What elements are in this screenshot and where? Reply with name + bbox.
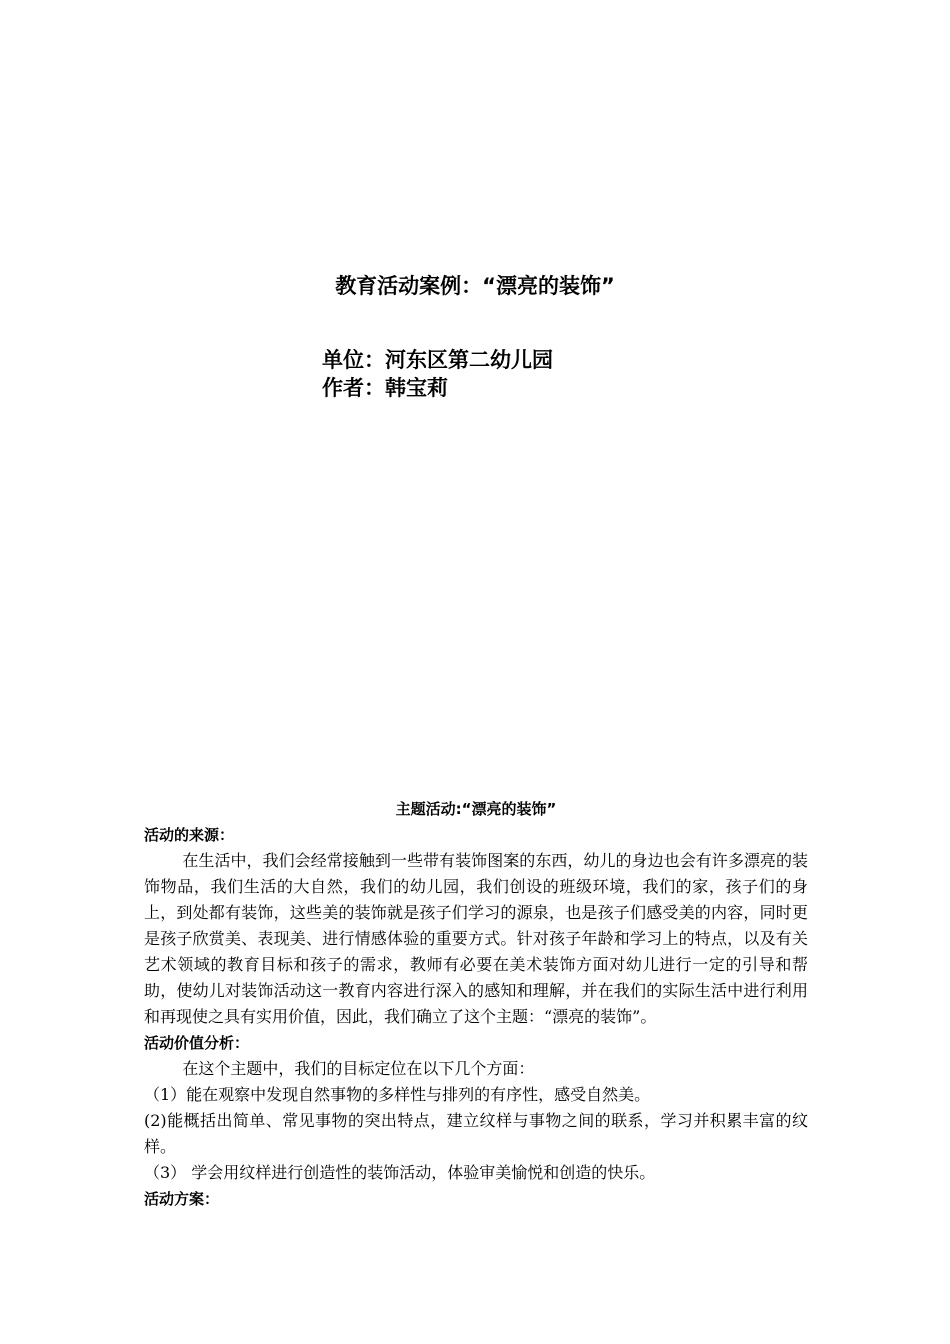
article-body (144, 796, 808, 1212)
value-intro-paragraph: 在这个主题中，我们的目标定位在以下几个方面： (182, 1059, 535, 1078)
cover-author: 作者：韩宝莉 (322, 376, 448, 400)
goal-item-2: (2)能概括出简单、常见事物的突出特点，建立纹样与事物之间的联系，学习并积累丰富的纹样。 (144, 1111, 808, 1156)
goal-item-3: （3） 学会用纹样进行创造性的装饰活动，体验审美愉悦和创造的快乐。 (144, 1163, 656, 1182)
goal-item-1: （1）能在观察中发现自然事物的多样性与排列的有序性，感受自然美。 (144, 1085, 651, 1104)
source-paragraph: 在生活中，我们会经常接触到一些带有装饰图案的东西，幼儿的身边也会有许多漂亮的装饰物品，我们生活的大自然，我们的幼儿园，我们创设的班级环境，我们的家，孩子们的身上，到处都有装饰，这些美的装饰就是孩子们学习的源泉，也是孩子们感受美的内容，同时更是孩子欣赏美、表现美、进行情感体验的重要方式。针对孩子年龄和学习上的特点，以及有关艺术领域的教育目标和孩子的需求，教师有必要在美术装饰方面对幼儿进行一定的引导和帮助，使幼儿对装饰活动这一教育内容进行深入的感知和理解，并在我们的实际生活中进行利用和再现使之具有实用价值，因此，我们确立了这个主题：“漂亮的装饰”。 (144, 851, 808, 1026)
section-heading-source: 活动的来源： (144, 826, 235, 844)
section-heading-plan: 活动方案： (144, 1190, 220, 1208)
cover-meta (322, 346, 553, 402)
cover-unit: 单位：河东区第二幼儿园 (322, 348, 553, 372)
section-heading-value: 活动价值分析： (144, 1034, 250, 1052)
article-title: 主题活动:“漂亮的装饰” (395, 800, 557, 818)
cover-title: 教育活动案例：“漂亮的装饰” (335, 274, 615, 298)
